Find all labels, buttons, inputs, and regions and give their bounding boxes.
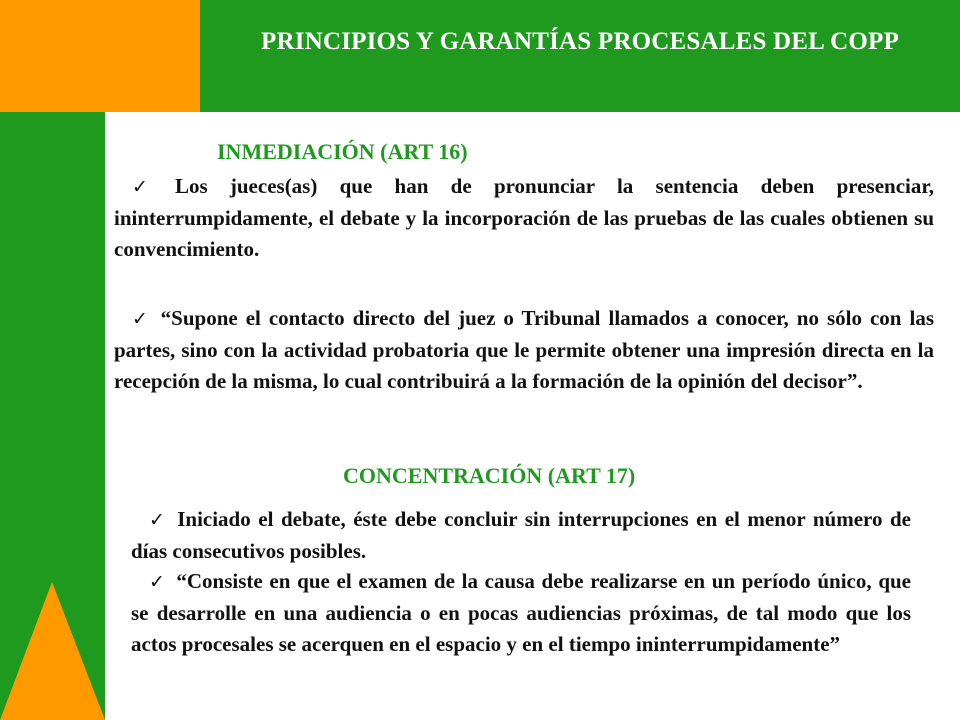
triangle-accent-icon [0, 582, 105, 720]
bullet-text: Iniciado el debate, éste debe concluir sin interrupciones en el menor número de días consecutivos posibles. [131, 507, 912, 563]
slide-title: PRINCIPIOS Y GARANTÍAS PROCESALES DEL COPP [261, 28, 899, 55]
bullet-text: “Supone el contacto directo del juez o Tribunal llamados a conocer, no sólo con las partes, sino con la actividad probatoria que le permite obtener una impresión directa en la recepción de la misma, lo cual contribuirá a la formación de la opinión del decisor”. [114, 306, 934, 393]
checkmark-icon: ✓ [149, 509, 168, 531]
section-heading-concentracion: CONCENTRACIÓN (ART 17) [343, 463, 636, 488]
section-heading-inmediacion: INMEDIACIÓN (ART 16) [217, 139, 468, 164]
bullet-inmediacion-1 [114, 171, 934, 265]
header-accent-block [0, 0, 200, 112]
bullet-concentracion-2 [131, 566, 911, 660]
checkmark-icon: ✓ [132, 176, 165, 198]
checkmark-icon: ✓ [132, 308, 151, 330]
bullet-concentracion-1 [131, 504, 911, 567]
bullet-text: Los jueces(as) que han de pronunciar la sentencia deben presenciar, ininterrumpidamente, el debate y la incorporación de las pruebas de las cuales obtienen su convencimiento. [114, 174, 934, 261]
bullet-inmediacion-2 [114, 303, 934, 397]
checkmark-icon: ✓ [149, 571, 167, 593]
bullet-text: “Consiste en que el examen de la causa debe realizarse en un período único, que se desarrolle en una audiencia o en pocas audiencias próximas, de tal modo que los actos procesales se acerquen en el espacio y en el tiempo ininterrumpidamente” [131, 569, 912, 656]
